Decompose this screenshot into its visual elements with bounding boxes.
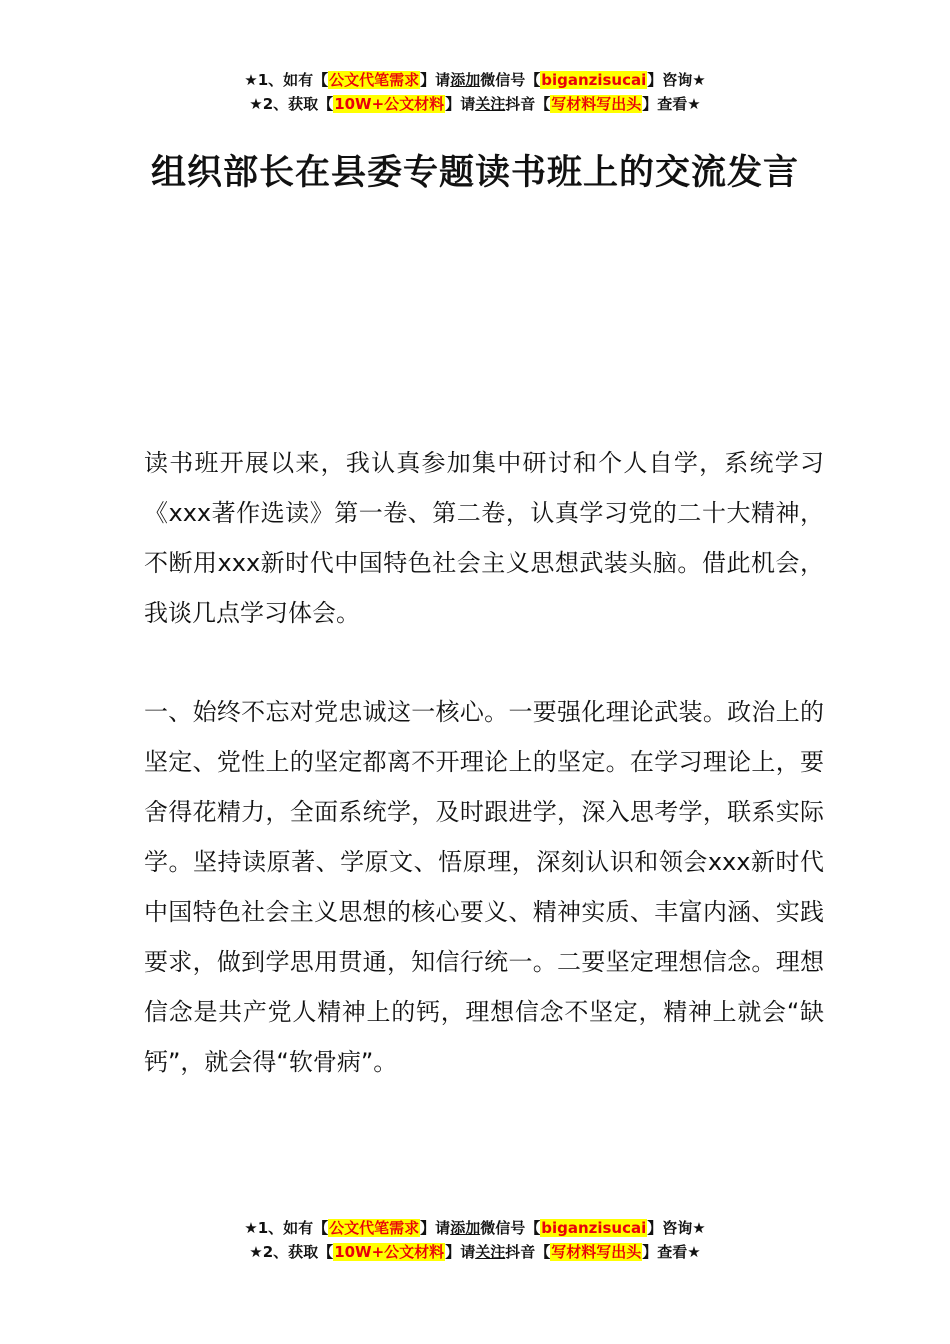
banner-highlight-service: 公文代笔需求 [329, 1219, 420, 1237]
banner-line1-mid1: 】请 [420, 1219, 451, 1237]
body-paragraph-section-one: 一、始终不忘对党忠诚这一核心。一要强化理论武装。政治上的坚定、党性上的坚定都离不开理论上的坚定。在学习理论上，要舍得花精力，全面系统学，及时跟进学，深入思考学，联系实际学。坚持读原著、学原文、悟原理，深刻认识和领会xxx新时代中国特色社会主义思想的核心要义、精神实质、丰富内涵、实践要求，做到学思用贯通，知信行统一。二要坚定理想信念。理想信念是共产党人精神上的钙，理想信念不坚定，精神上就会“缺钙”，就会得“软骨病”。 [144, 698, 824, 1076]
banner-highlight-wechat-id: biganzisucai [541, 71, 647, 89]
banner-underline-add: 添加 [450, 1219, 481, 1237]
banner-line1-mid2: 微信号【 [480, 1219, 541, 1237]
bottom-banner [0, 1216, 950, 1264]
banner-line-2 [0, 92, 950, 116]
banner-line-1 [0, 1216, 950, 1240]
banner-highlight-douyin-id: 写材料写出头 [551, 1243, 642, 1261]
body-paragraph-intro: 读书班开展以来，我认真参加集中研讨和个人自学，系统学习《xxx著作选读》第一卷、第二卷，认真学习党的二十大精神，不断用xxx新时代中国特色社会主义思想武装头脑。借此机会，我谈几点学习体会。 [144, 449, 824, 627]
banner-line2-mid1: 】请 [445, 95, 476, 113]
banner-line2-suffix: 】查看★ [642, 95, 701, 113]
banner-highlight-douyin-id: 写材料写出头 [551, 95, 642, 113]
document-title: 组织部长在县委专题读书班上的交流发言 [150, 153, 799, 193]
banner-underline-follow: 关注 [475, 1243, 506, 1261]
top-banner [0, 68, 950, 116]
banner-highlight-service: 公文代笔需求 [329, 71, 420, 89]
banner-highlight-materials: 10W+公文材料 [334, 1243, 445, 1261]
banner-line1-prefix: ★1、如有【 [244, 71, 329, 89]
banner-line1-prefix: ★1、如有【 [244, 1219, 329, 1237]
banner-line-1 [0, 68, 950, 92]
banner-line2-prefix: ★2、获取【 [249, 1243, 334, 1261]
banner-highlight-materials: 10W+公文材料 [334, 95, 445, 113]
banner-line2-mid2: 抖音【 [505, 95, 551, 113]
banner-line2-prefix: ★2、获取【 [249, 95, 334, 113]
banner-highlight-wechat-id: biganzisucai [541, 1219, 647, 1237]
banner-line1-suffix: 】咨询★ [647, 1219, 706, 1237]
banner-underline-follow: 关注 [475, 95, 506, 113]
banner-line2-mid2: 抖音【 [505, 1243, 551, 1261]
banner-line1-suffix: 】咨询★ [647, 71, 706, 89]
banner-underline-add: 添加 [450, 71, 481, 89]
banner-line2-mid1: 】请 [445, 1243, 476, 1261]
banner-line1-mid1: 】请 [420, 71, 451, 89]
banner-line2-suffix: 】查看★ [642, 1243, 701, 1261]
banner-line1-mid2: 微信号【 [480, 71, 541, 89]
banner-line-2 [0, 1240, 950, 1264]
